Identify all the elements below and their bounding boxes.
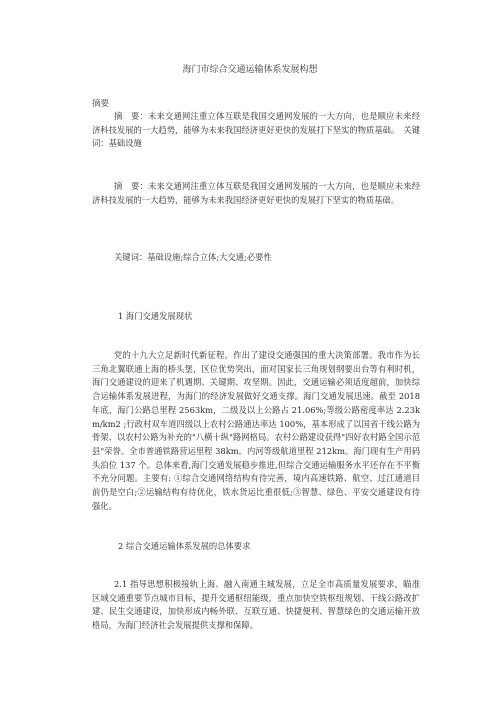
section-2-body: 2.1 指导思想积极接轨上海、融入南通主城发展，立足全市高质量发展要求，瞄准区域交通重要节点城市目标，提升交通枢纽能级，重点加快空铁枢纽规划、干线公路改扩建、民生交通建设，加快形成内畅外联、互联互通、快捷便利、智慧绿色的交通运输开放格局，为海门经济社会发展提供支撑和保障。 xyxy=(92,579,420,631)
section-2-heading: 2 综合交通运输体系发展的总体要求 xyxy=(118,541,251,551)
abstract-paragraph-2: 摘 要：未来交通网注重立体互联是我国交通网发展的一大方向，也是顺应未来经济科技发展的一大趋势，能够为未来我国经济更好更快的发展打下坚实的物质基础。 xyxy=(92,181,420,205)
section-1-heading: 1 海门交通发展现状 xyxy=(118,311,193,321)
document-title: 海门市综合交通运输体系发展构想 xyxy=(182,65,318,75)
abstract-label: 摘要 xyxy=(92,99,110,109)
section-1-body: 党的十九大立足新时代新征程，作出了建设交通强国的重大决策部署。我市作为长三角北翼联通上海的桥头堡，区位优势突出，面对国家长三角规划纲要出台等有利时机，海门交通建设的迎来了机遇期、关键期、攻坚期。因此，交通运输必须适度超前，加快综合运输体系发展进程，为海门的经济发展做好交通支撑。海门交通发展迅速。截至 2018 年底，海门公路总里程 2563km，二级及以上公路占 21.06%;等级公路密度率达 2.23km/km2 ;行政村双车道四级以上农村公路通达率达 100%，基本形成了以国省干线公路为骨架、以农村公路为补充的"八横十纵"路网格局。农村公路建设获得"四好农村路全国示范县"荣誉。全市普通铁路营运里程 38km。内河等级航道里程 212km。海门现有生产用码头泊位 137 个。总体来看,海门交通发展稳步推进,但综合交通运输服务水平还存在不平衡不充分问题。主要有: ①综合交通网络结构有待完善，境内高速铁路、航空、过江通道目前仍是空白;②运输结构有待优化，铁水货运比重很低;③智慧、绿色、平安交通建设有待强化。 xyxy=(92,350,420,511)
abstract-paragraph-1: 摘 要：未来交通网注重立体互联是我国交通网发展的一大方向，也是顺应未来经济科技发展的一大趋势，能够为未来我国经济更好更快的发展打下坚实的物质基础。 关键词：基础设施 xyxy=(92,111,420,149)
keywords-line: 关键词：基础设施;综合立体;大交通;必要性 xyxy=(114,252,272,262)
